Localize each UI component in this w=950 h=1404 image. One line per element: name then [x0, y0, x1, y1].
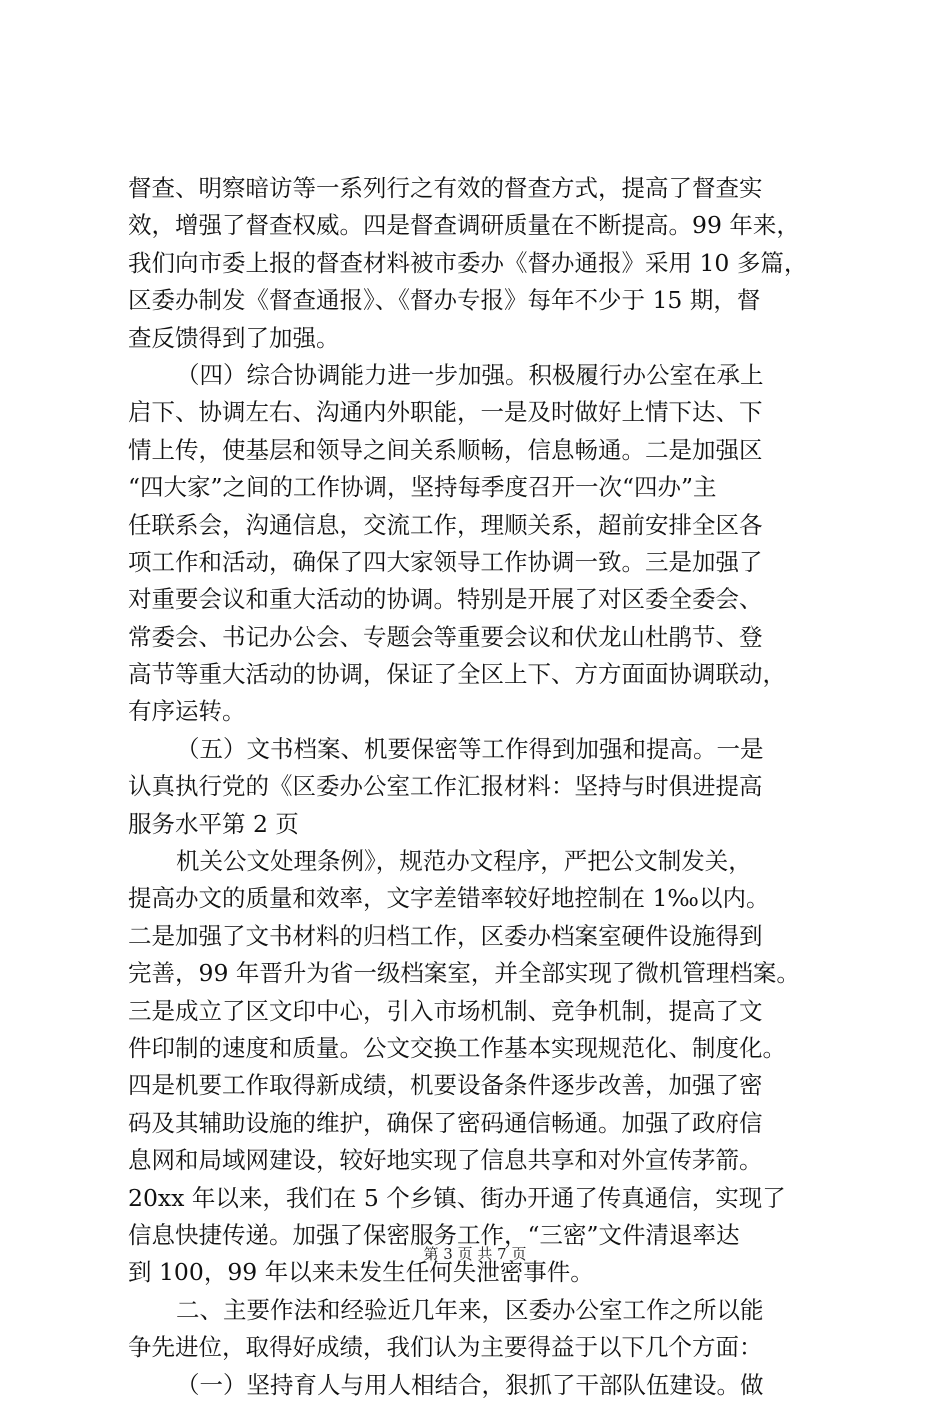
text-line: （四）综合协调能力进一步加强。积极履行办公室在承上	[176, 360, 764, 389]
text-line: 高节等重大活动的协调，保证了全区上下、方方面面协调联动，	[128, 660, 786, 689]
text-line: 项工作和活动，确保了四大家领导工作协调一致。三是加强了	[128, 547, 763, 576]
text-line: 服务水平第 2 页	[128, 809, 299, 838]
text-line: 完善，99 年晋升为省一级档案室，并全部实现了微机管理档案。	[128, 959, 800, 988]
text-line: 20xx 年以来，我们在 5 个乡镇、街办开通了传真通信，实现了	[128, 1183, 786, 1212]
text-line: 二是加强了文书材料的归档工作，区委办档案室硬件设施得到	[128, 921, 763, 950]
text-line: 督查、明察暗访等一系列行之有效的督查方式，提高了督查实	[128, 174, 763, 202]
document-body	[128, 170, 828, 1404]
text-line: “四大家”之间的工作协调，坚持每季度召开一次“四办”主	[128, 473, 717, 502]
text-line: 三是成立了区文印中心，引入市场机制、竞争机制，提高了文	[128, 996, 763, 1025]
text-line: 对重要会议和重大活动的协调。特别是开展了对区委全委会、	[128, 585, 763, 614]
text-line: 四是机要工作取得新成绩，机要设备条件逐步改善，加强了密	[128, 1071, 763, 1100]
text-line: 启下、协调左右、沟通内外职能，一是及时做好上情下达、下	[128, 398, 763, 427]
text-line: 区委办制发《督查通报》、《督办专报》每年不少于 15 期，督	[128, 286, 761, 315]
text-line: 到 100，99 年以来未发生任何失泄密事件。	[128, 1258, 594, 1287]
text-line: 件印制的速度和质量。公文交换工作基本实现规范化、制度化。	[128, 1033, 786, 1062]
text-line: 情上传，使基层和领导之间关系顺畅，信息畅通。二是加强区	[128, 435, 763, 464]
text-line: 机关公文处理条例》，规范办文程序，严把公文制发关，	[176, 847, 752, 876]
text-line: 提高办文的质量和效率，文字差错率较好地控制在 1‰以内。	[128, 884, 770, 913]
text-line: 信息快捷传递。加强了保密服务工作，“三密”文件清退率达	[128, 1220, 740, 1249]
text-line: （五）文书档案、机要保密等工作得到加强和提高。一是	[176, 734, 764, 763]
text-line: 认真执行党的《区委办公室工作汇报材料：坚持与时俱进提高	[128, 772, 763, 801]
text-line: 我们向市委上报的督查材料被市委办《督办通报》采用 10 多篇，	[128, 248, 808, 277]
text-line: 码及其辅助设施的维护，确保了密码通信畅通。加强了政府信	[128, 1108, 763, 1137]
text-line: 争先进位，取得好成绩，我们认为主要得益于以下几个方面：	[128, 1333, 763, 1362]
text-line: 查反馈得到了加强。	[128, 323, 340, 352]
text-line: （一）坚持育人与用人相结合，狠抓了干部队伍建设。做	[176, 1370, 764, 1399]
text-line: 二、主要作法和经验近几年来，区委办公室工作之所以能	[176, 1295, 764, 1324]
text-line: 有序运转。	[128, 697, 246, 726]
page-footer	[0, 1244, 950, 1264]
text-line: 常委会、书记办公会、专题会等重要会议和伏龙山杜鹃节、登	[128, 622, 763, 651]
page-number-label: 第 3 页 共 7 页	[423, 1245, 527, 1263]
text-line: 息网和局域网建设，较好地实现了信息共享和对外宣传茅箭。	[128, 1146, 763, 1175]
text-line: 任联系会，沟通信息，交流工作，理顺关系，超前安排全区各	[128, 510, 763, 539]
text-line: 效，增强了督查权威。四是督查调研质量在不断提高。99 年来，	[128, 211, 800, 240]
